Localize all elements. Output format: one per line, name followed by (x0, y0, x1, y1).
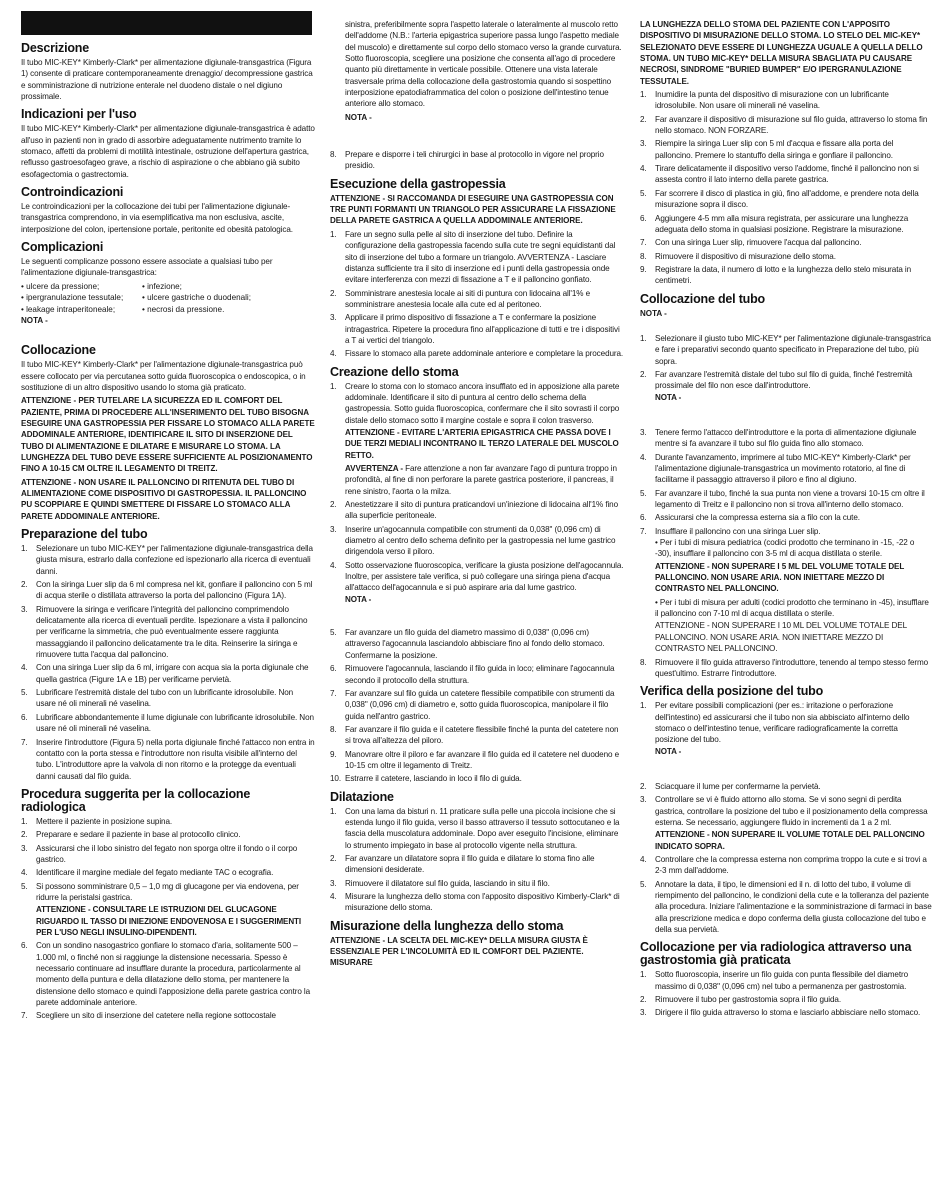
list-item: 1. Per evitare possibili complicazioni (per es.: irritazione o perforazione dell'intestino) ed assicurarsi che il tubo non sia abbisciato all'interno dello stomaco o dell'intestino tenue, verificare radiograficamente la corretta posizione del tubo. NOTA - (640, 700, 932, 757)
list-item: 3. Tenere fermo l'attacco dell'introduttore e la porta di alimentazione digiunale mentre si fa avanzare il tubo sul filo guida fino allo stomaco. (640, 427, 917, 449)
text-collocazione: Il tubo MIC-KEY* Kimberly-Clark* per l'alimentazione digiunale-transgastrica può essere collocato per via percutanea sotto guida fluoroscopica o endoscopica, o in sostituzione di un altro dispositivo usando lo stoma già praticato. (21, 360, 306, 392)
list-item: 8. Prepare e disporre i teli chirurgici in base al protocollo in vigore nel proprio presidio. (330, 150, 604, 171)
list-item: 6. Assicurarsi che la compressa esterna sia a filo con la cute. (640, 513, 860, 523)
warning-misura-continued: LA LUNGHEZZA DELLO STOMA DEL PAZIENTE CON L'APPOSITO DISPOSITIVO DI MISURAZIONE DELLO STOMA. LO STELO DEL MIC-KEY* SELEZIONATO DEVE ESSERE DI LUNGHEZZA UGUALE A QUELLA DELLO STOMA. UN TUBO MIC-KEY* DELLA MISURA SBAGLIATA PU CAUSARE NECROSI, SINDROME "BURIED BUMPER" E/O IPERGRANULAZIONE TESSUTALE. (640, 20, 923, 86)
heading-collocazione-tubo: Collocazione del tubo (640, 291, 765, 306)
list-item: 2. Far avanzare l'estremità distale del tubo sul filo di guida, finché l'estremità prossimale del filo non esce dall'introduttore. NOTA - (640, 369, 932, 403)
heading-creazione-stoma: Creazione dello stoma (330, 364, 459, 379)
list-item: 5. Annotare la data, il tipo, le dimensioni ed il n. di lotto del tubo, il volume di riempimento del palloncino, le condizioni della cute e la tolleranza del paziente alla procedura. Iniziare l'alimentazione e la somministrazione di farmaci in base alla prescrizione medica e dopo conferma della giusta collocazione del tubo e della sua pervietà. (640, 879, 932, 935)
list-item: 7. Inserire l'introduttore (Figura 5) nella porta digiunale finché l'attacco non entra in contatto con la porta stessa e l'introduttore non risulta visibile all'interno del tubo. L'introduttore apre la valvola di non ritorno e la protegge da eventuali danni causati dal filo guida. (21, 737, 315, 781)
heading-complicazioni: Complicazioni (21, 240, 104, 255)
list-item: 9. Manovrare oltre il piloro e far avanzare il filo guida ed il catetere nel duodeno e 10-15 cm oltre il legamento di Treitz. (330, 749, 619, 770)
list-collocazione-tubo-2 (640, 427, 932, 679)
list-item: 4. Identificare il margine mediale del fegato mediante TAC o ecografia. (21, 868, 274, 878)
list-item: 3. Inserire un'agocannula compatibile con strumenti da 0,038" (0,096 cm) di diametro al centro dello schema definito per la gastropessia nel lume gastrico dirigendola verso il piloro. (330, 524, 616, 557)
list-item: 1. Con una lama da bisturi n. 11 praticare sulla pelle una piccola incisione che si estenda lungo il filo guida, verso il basso attraverso il tessuto sottocutaneo e la fascia della muscolatura addominale. Dopo aver eseguito l'incisione, eliminare lo strumento impiegato in base al protocollo vigente nella struttura. (330, 806, 620, 850)
list-item: 3. Rimuovere la siringa e verificare l'integrità del palloncino comprimendolo delicatamente alla ricerca di eventuali perdite. Ispezionare a vista il palloncino per verificarne la simmetria, che può eventualmente essere raggiunta massaggiando il palloncino delicatamente tra le dita. Reinserire la siringa e rimuovere tutta l'acqua dal palloncino. (21, 604, 308, 660)
note-agocannula: NOTA - (345, 594, 372, 604)
list-item: 10. Estrarre il catetere, lasciando in loco il filo di guida. (330, 774, 522, 784)
header-black-bar (21, 11, 312, 35)
list-gastropessia (330, 229, 624, 360)
list-item: 2. Con la siringa Luer slip da 6 ml compresa nel kit, gonfiare il palloncino con 5 ml di acqua sterile o distillata attraverso la porta del palloncino (Figura 1A). (21, 580, 313, 601)
list-item: 1. Fare un segno sulla pelle al sito di inserzione del tubo. Definire la configurazione della gastropessia facendo sulla cute tre segni equidistanti dal sito di inserzione del tubo a formare un triangolo. AVVERTENZA - Lasciare distanza sufficiente tra il sito di inserzione ed i punti della gastropessia onde evitare interferenza con mezzi di fissazione a T e il palloncino gonfiato. (330, 229, 616, 285)
list-item: 1. Creare lo stoma con lo stomaco ancora insufflato ed in apposizione alla parete addominale. Identificare il sito di puntura al centro dello schema della gastropessia. Sotto guida fluoroscopica, confermare che il sito sovrasti il corpo distale dello stomaco sotto il margine costale e sopra il colon trasverso. ATTENZIONE - EVITARE L'ARTERIA EPIGASTRICA CHE PASSA DOVE I DUE TERZI MEDIALI INCONTRANO IL TERZO LATERALE DEL MUSCOLO RETTO. AVVERTENZA - Fare attenzione a non far avanzare l'ago di puntura troppo in profondità, al fine di non perforare la parete gastrica posteriore, il pancreas, il rene sinistro, l'aorta o la milza. (330, 381, 624, 497)
list-item: 3. Rimuovere il dilatatore sul filo guida, lasciando in situ il filo. (330, 878, 550, 888)
list-item: 4. Durante l'avanzamento, imprimere al tubo MIC-KEY* Kimberly-Clark* per l'alimentazione digiunale-transgastrica un movimento rotatorio, al fine di facilitarne il passaggio attraverso il piloro e fino al digiuno. (640, 452, 911, 485)
list-item: 5. Far avanzare un filo guida del diametro massimo di 0,038" (0,096 cm) attraverso l'agocannula lasciandolo abbisciare fino al fondo dello stomaco. Confermarne la posizione. (330, 628, 605, 660)
list-item: • ulcere da pressione; (21, 281, 100, 291)
list-item: 2. Somministrare anestesia locale ai siti di puntura con lidocaina all'1% e somministrare anestesia locale alla cute ed al peritoneo. (330, 288, 591, 309)
text-complicazioni: Le seguenti complicanze possono essere associate a qualsiasi tubo per l'alimentazione digiunale-transgastrica: (21, 257, 273, 278)
list-item: • ipergranulazione tessutale; (21, 293, 124, 303)
complications-list (21, 281, 315, 315)
list-item-continued: sinistra, preferibilmente sopra l'aspetto laterale o lateralmente al muscolo retto dell'addome (N.B.: l'arteria epigastrica superiore passa lungo l'aspetto mediale del muscolo) e direttamente sul corpo dello stomaco verso la grande curvatura. Sotto fluoroscopia, scegliere una posizione che consenta all'ago di procedere quanto più direttamente in verticale possibile. Ottenere una vista laterale trasversale prima della collocazione della gastrostomia quando si sospettino interposizione epatodiaframmatica del colon o posizione dell'intestino tenue anteriore allo stomaco. (345, 20, 622, 109)
note-introduttore: NOTA - (655, 392, 682, 402)
warning-gastropessia: ATTENZIONE - PER TUTELARE LA SICUREZZA ED IL COMFORT DEL PAZIENTE, PRIMA DI PROCEDERE ALL'INSERIMENTO DEL TUBO BISOGNA ESEGUIRE UNA GASTROPESSIA PER FISSARE LO STOMACO ALLA PARETE ADDOMINALE ANTERIORE, IDENTIFICARE IL SITO DI INSERZIONE DEL TUBO DI ALIMENTAZIONE E DILATARE E MISURARE LO STOMA. LA LUNGHEZZA DEL TUBO DEVE ESSERE SUFFICIENTE AL POSIZIONAMENTO FINO A 10-15 CM OLTRE IL LEGAMENTO DI TREITZ. (21, 396, 315, 474)
list-item: 3. Applicare il primo dispositivo di fissazione a T e confermare la posizione intragastrica. Ripetere la procedura fino all'applicazione di tutti e tre i dispositivi a T ai vertici del triangolo. (330, 313, 620, 345)
list-item: 3. Dirigere il filo guida attraverso lo stoma e lasciarlo abbisciare nello stomaco. (640, 1008, 921, 1018)
list-item: 4. Fissare lo stomaco alla parete addominale anteriore e completare la procedura. (330, 349, 624, 359)
list-verifica (640, 700, 932, 757)
list-item: 1. Mettere il paziente in posizione supina. (21, 816, 173, 826)
note-complicazioni: NOTA - (21, 315, 48, 325)
list-procedura (21, 816, 315, 1022)
list-item: 8. Rimuovere il dispositivo di misurazione dello stoma. (640, 251, 836, 261)
heading-radiologica: Collocazione per via radiologica attraverso una gastrostomia già praticata (640, 940, 912, 968)
note-step7: NOTA - (345, 112, 372, 122)
list-item: 4. Tirare delicatamente il dispositivo verso l'addome, finché il palloncino non si assesta contro il lato interno della parete gastrica. (640, 164, 919, 185)
heading-misurazione: Misurazione della lunghezza dello stoma (330, 918, 564, 933)
heading-controindicazioni: Controindicazioni (21, 185, 124, 200)
list-item: 5. Far scorrere il disco di plastica in giù, fino all'addome, e prendere nota della misurazione sopra il disco. (640, 188, 919, 210)
warning-5ml: ATTENZIONE - NON SUPERARE I 5 ML DEL VOLUME TOTALE DEL PALLONCINO. NON USARE ARIA. NON INIETTARE MEZZO DI CONTRASTO NEL PALLONCINO. (655, 561, 904, 594)
list-item: 1. Sotto fluoroscopia, inserire un filo guida con punta flessibile del diametro massimo di 0,038" (0,096 cm) nel tubo a permanenza per gastrostomia. (640, 970, 909, 991)
list-item: 8. Far avanzare il filo guida e il catetere flessibile finché la punta del catetere non si trova all'altezza del piloro. (330, 724, 619, 746)
list-item: 6. Lubrificare abbondantemente il lume digiunale con lubrificante idrosolubile. Non usare né oli minerali né vaselina. (21, 712, 314, 734)
heading-collocazione: Collocazione (21, 343, 96, 358)
list-item: 8. Rimuovere il filo guida attraverso l'introduttore, tenendo al tempo stesso fermo quest'ultimo. Estrarre l'introduttore. (640, 657, 929, 678)
list-item: 7. Insufflare il palloncino con una siringa Luer slip. • Per i tubi di misura pediatrica (codici prodotto che terminano in -15, -22 o -30), insufflare il palloncino con 3-5 ml di acqua distillata o sterile. ATTENZIONE - NON SUPERARE I 5 ML DEL VOLUME TOTALE DEL PALLONCINO. NON USARE ARIA. NON INIETTARE MEZZO DI CONTRASTO NEL PALLONCINO. • Per i tubi di misura per adulti (codici prodotto che terminano in -45), insufflare il palloncino con 7-10 ml di acqua distillata o sterile. ATTENZIONE - NON SUPERARE I 10 ML DEL VOLUME TOTALE DEL PALLONCINO. NON USARE ARIA. NON INIETTARE MEZZO DI CONTRASTO NEL PALLONCINO. (640, 526, 932, 655)
note-collocazione-tubo: NOTA - (640, 308, 667, 318)
column-2 (330, 19, 624, 971)
warning-palloncino: ATTENZIONE - NON USARE IL PALLONCINO DI RITENUTA DEL TUBO DI ALIMENTAZIONE COME DISPOSITIVO DI GASTROPESSIA. IL PALLONCINO PU SCOPPIARE E QUINDI SMETTERE DI FISSARE LO STOMACO ALLA PARETE ADDOMINALE ANTERIORE. (21, 477, 307, 521)
warning-volume: ATTENZIONE - NON SUPERARE IL VOLUME TOTALE DEL PALLONCINO INDICATO SOPRA. (655, 830, 925, 851)
list-creazione-stoma (330, 381, 624, 606)
column-1 (21, 36, 315, 1024)
text-descrizione: Il tubo MIC-KEY* Kimberly-Clark* per alimentazione digiunale-transgastrica (Figura 1) consente di praticare contemporaneamente drenaggio/ decompressione gastrica e somministrazione di nutrizione enterale nel duodeno distale o nel digiuno prossimale. (21, 58, 313, 102)
list-item: 7. Con una siringa Luer slip, rimuovere l'acqua dal palloncino. (640, 238, 862, 248)
list-item: 4. Controllare che la compressa esterna non comprima troppo la cute e si trovi a 2-3 mm dall'addome. (640, 854, 927, 876)
warning-glucagone: ATTENZIONE - CONSULTARE LE ISTRUZIONI DEL GLUCAGONE RIGUARDO IL TASSO DI INIEZIONE ENDOVENOSA E I SUGGERIMENTI PER L'USO NEGLI INSULINO-DIPENDENTI. (36, 905, 301, 937)
note-verifica: NOTA - (655, 746, 682, 756)
sub-adult: • Per i tubi di misura per adulti (codici prodotto che terminano in -45), insufflare il palloncino con 7-10 ml di acqua distillata o sterile. (655, 597, 929, 619)
list-item: 5. Far avanzare il tubo, finché la sua punta non viene a trovarsi 10-15 cm oltre il legamento di Treitz e il palloncino non si trova all'interno dello stomaco. (640, 488, 925, 510)
heading-procedura: Procedura suggerita per la collocazione radiologica (21, 786, 251, 814)
list-item: 6. Rimuovere l'agocannula, lasciando il filo guida in loco; eliminare l'agocannula secondo il protocollo della struttura. (330, 664, 615, 685)
list-item: 9. Registrare la data, il numero di lotto e la lunghezza dello stelo misurata in centimetri. (640, 264, 912, 286)
list-item: 1. Inumidire la punta del dispositivo di misurazione con un lubrificante idrosolubile. Non usare oli minerali né vaselina. (640, 90, 889, 111)
warning-misura: ATTENZIONE - LA SCELTA DEL MIC-KEY* DELLA MISURA GIUSTA È ESSENZIALE PER L'INCOLUMITÀ ED IL COMFORT DEL PAZIENTE. MISURARE (330, 935, 588, 968)
column-3 (640, 19, 932, 1021)
list-item: 2. Far avanzare un dilatatore sopra il filo guida e dilatare lo stoma fino alle dimensioni desiderate. (330, 853, 595, 875)
heading-preparazione: Preparazione del tubo (21, 527, 148, 541)
list-item: 1. Selezionare il giusto tubo MIC-KEY* per l'alimentazione digiunale-transgastrica e fare i preparativi secondo quanto specificato in Preparazione del tubo, più sopra. (640, 333, 931, 366)
list-item: 5. Si possono somministrare 0,5 – 1,0 mg di glucagone per via endovena, per ridurre la peristalsi gastrica. ATTENZIONE - CONSULTARE LE ISTRUZIONI DEL GLUCAGONE RIGUARDO IL TASSO DI INIEZIONE ENDOVENOSA E I SUGGERIMENTI PER L'USO NEGLI INSULINO-DIPENDENTI. (21, 881, 315, 939)
heading-descrizione: Descrizione (21, 41, 89, 55)
warning-arteria: ATTENZIONE - EVITARE L'ARTERIA EPIGASTRICA CHE PASSA DOVE I DUE TERZI MEDIALI INCONTRANO IL TERZO LATERALE DEL MUSCOLO RETTO. (345, 427, 619, 460)
list-item: • necrosi da pressione. (142, 304, 225, 314)
list-item: • infezione; (142, 281, 182, 291)
list-radiologica (640, 969, 932, 1018)
heading-dilatazione: Dilatazione (330, 789, 394, 804)
warning-gastropessia-triangolo: ATTENZIONE - SI RACCOMANDA DI ESEGUIRE UNA GASTROPESSIA CON TRE PUNTI FORMANTI UN TRIANGOLO PER ASSICURARE LA FISSAZIONE DELLA PARETE GASTRICA A QUELLA ADDOMINALE ANTERIORE. (330, 193, 616, 226)
sub-pediatric: • Per i tubi di misura pediatrica (codici prodotto che terminano in -15, -22 o -30), insufflare il palloncino con 3-5 ml di acqua distillata o sterile. (655, 538, 915, 559)
text-controindicazioni: Le controindicazioni per la collocazione dei tubi per l'alimentazione digiunale-transgastrica comprendono, in via esemplificativa ma non esclusiva, ascite, interposizione del colon, ipertensione portale, peritonite ed obesità patologica. (21, 202, 293, 234)
list-collocazione-tubo (640, 333, 932, 403)
list-item: 2. Sciacquare il lume per confermarne la pervietà. (640, 781, 821, 791)
list-dilatazione (330, 806, 624, 914)
list-creazione-stoma-2 (330, 627, 624, 784)
warning-10ml: ATTENZIONE - NON SUPERARE I 10 ML DEL VOLUME TOTALE DEL PALLONCINO. NON USARE ARIA. NON INIETTARE MEZZO DI CONTRASTO NEL PALLONCINO. (655, 621, 907, 654)
list-preparazione (21, 543, 315, 782)
heading-indicazioni: Indicazioni per l'uso (21, 107, 137, 122)
list-item: 6. Con un sondino nasogastrico gonfiare lo stomaco d'aria, solitamente 500 – 1.000 ml, o finché non si raggiunge la distensione necessaria. Spesso è necessario continuare ad insufflare durante la procedura, particolarmente al momento della puntura e della dilatazione dello stoma, per mantenere la distensione dello stomaco e quindi l'apposizione della parete gastrica contro la parete addominale anteriore. (21, 941, 311, 1008)
list-item: 2. Preparare e sedare il paziente in base al protocollo clinico. (21, 830, 241, 840)
list-verifica-2 (640, 781, 932, 935)
list-item: 4. Misurare la lunghezza dello stoma con l'apposito dispositivo Kimberly-Clark* di misurazione dello stoma. (330, 892, 620, 913)
list-item: 3. Assicurarsi che il lobo sinistro del fegato non sporga oltre il fondo o il corpo gastrico. (21, 843, 298, 864)
list-item: 7. Scegliere un sito di inserzione del catetere nella regione sottocostale (21, 1011, 276, 1021)
heading-gastropessia: Esecuzione della gastropessia (330, 176, 506, 191)
list-item: • leakage intraperitoneale; (21, 304, 116, 314)
list-misurazione (640, 89, 932, 287)
list-item: 4. Sotto osservazione fluoroscopica, verificare la giusta posizione dell'agocannula. Inoltre, per assistere tale verifica, si può collegare una siringa piena d'acqua all'attacco dell'agocannula e si può aspirare aria dal lume gastrico. NOTA - (330, 560, 624, 604)
list-item: 3. Controllare se vi è fluido attorno allo stoma. Se vi sono segni di perdita gastrica, controllare la posizione del tubo e il posizionamento della compressa esterna. Se necessario, aggiungere fluido in incrementi da 1 a 2 ml. ATTENZIONE - NON SUPERARE IL VOLUME TOTALE DEL PALLONCINO INDICATO SOPRA. (640, 794, 932, 852)
list-item: 2. Far avanzare il dispositivo di misurazione sul filo guida, attraverso lo stoma fin nello stomaco. NON FORZARE. (640, 114, 928, 136)
list-item: 6. Aggiungere 4-5 mm alla misura registrata, per assicurare una lunghezza adeguata dello stoma in qualsiasi posizione. Registrare la misurazione. (640, 213, 909, 234)
list-item: • ulcere gastriche o duodenali; (142, 293, 251, 303)
text-indicazioni: Il tubo MIC-KEY* Kimberly-Clark* per alimentazione digiunale-transgastrica è adatto all'uso in pazienti non in grado di assorbire adeguatamente nutrimento tramite lo stomaco, affetti da problemi di motilità intestinale, ostruzione dell'apertura gastrica, reflusso gastroesofageo grave, a rischio di aspirazione o che abbiano già subito esofagectomia o gastrectomia. (21, 124, 315, 179)
list-item: 7. Far avanzare sul filo guida un catetere flessibile compatibile con strumenti da 0,038" (0,096 cm) di diametro e, sotto guida fluoroscopica, manipolare il filo guida nell'antro gastrico. (330, 688, 615, 721)
heading-verifica: Verifica della posizione del tubo (640, 684, 824, 699)
list-item: 5. Lubrificare l'estremità distale del tubo con un lubrificante idrosolubile. Non usare né oli minerali né vaselina. (21, 688, 294, 709)
avvertenza-ago: AVVERTENZA - Fare attenzione a non far avanzare l'ago di puntura troppo in profondità, al fine di non perforare la parete gastrica posteriore, il pancreas, il rene sinistro, l'aorta o la milza. (345, 464, 617, 496)
list-item: 2. Anestetizzare il sito di puntura praticandovi un'iniezione di lidocaina all'1% fino alla superficie peritoneale. (330, 500, 619, 521)
list-item: 4. Con una siringa Luer slip da 6 ml, irrigare con acqua sia la porta digiunale che quella gastrica (Figure 1A e 1B) per verificarne pervietà. (21, 663, 309, 684)
list-item: 2. Rimuovere il tubo per gastrostomia sopra il filo guida. (640, 995, 841, 1005)
list-item: 1. Selezionare un tubo MIC-KEY* per l'alimentazione digiunale-transgastrica della giusta misura, estrarlo dalla confezione ed ispezionarlo alla ricerca di eventuali danni. (21, 544, 313, 576)
list-item: 3. Riempire la siringa Luer slip con 5 ml d'acqua e fissare alla porta del palloncino. Premere lo stantuffo della siringa e gonfiare il palloncino. (640, 139, 894, 160)
